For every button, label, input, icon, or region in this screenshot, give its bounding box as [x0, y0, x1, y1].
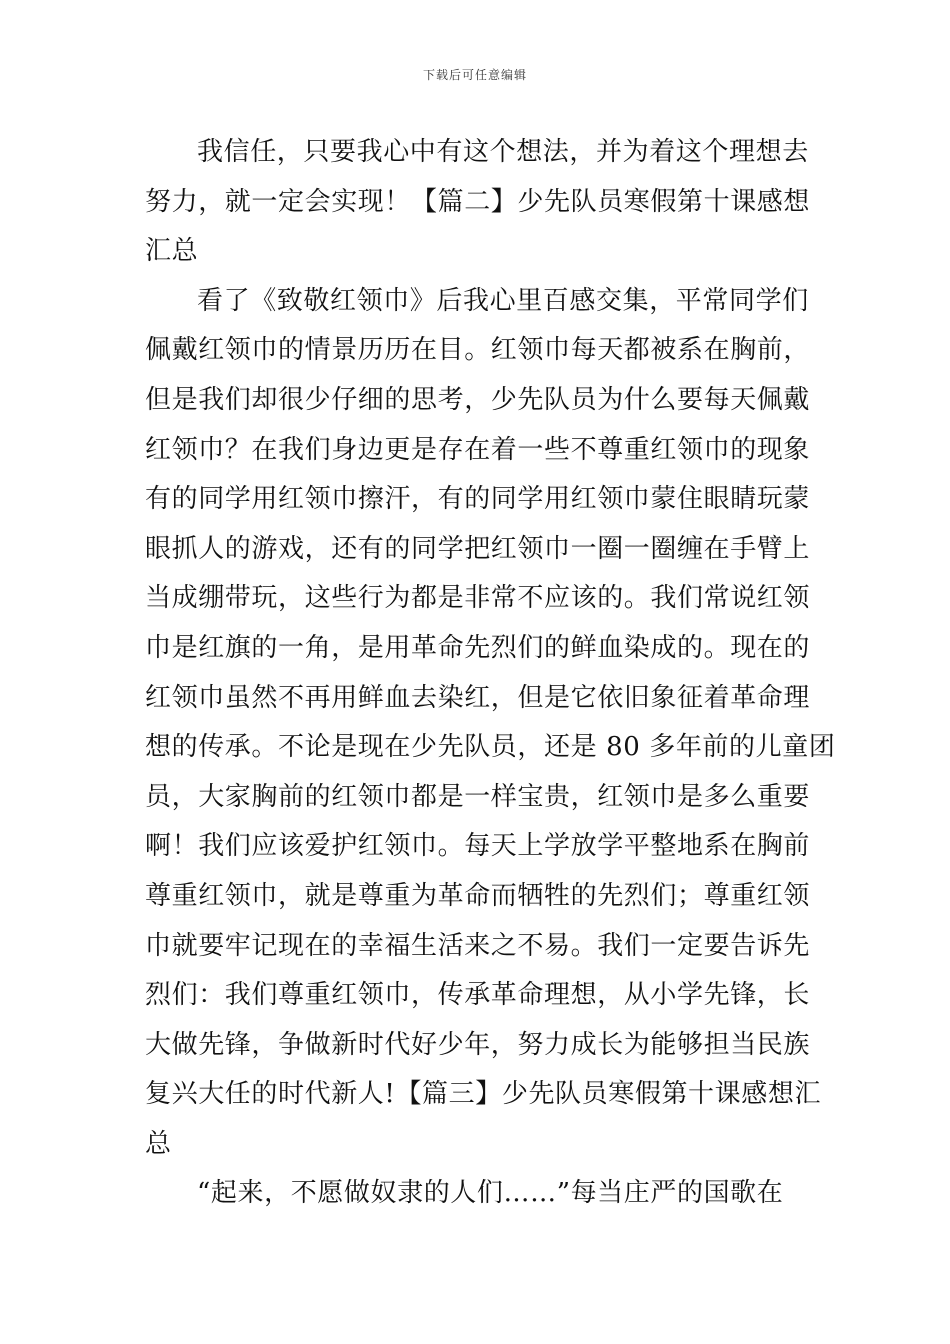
text-line: 烈们：我们尊重红领巾，传承革命理想，从小学先锋，长	[145, 980, 811, 1011]
text-line: 想的传承。不论是现在少先队员，还是 80 多年前的儿童团	[145, 732, 836, 763]
text-line: 大做先锋，争做新时代好少年，努力成长为能够担当民族	[145, 1029, 811, 1060]
text-line: 有的同学用红领巾擦汗，有的同学用红领巾蒙住眼睛玩蒙	[145, 484, 811, 515]
body-text	[145, 128, 836, 1219]
text-line: 汇总	[145, 236, 199, 267]
text-line: 员，大家胸前的红领巾都是一样宝贵，红领巾是多么重要	[145, 781, 811, 812]
text-line: 当成绷带玩，这些行为都是非常不应该的。我们常说红领	[145, 583, 811, 614]
text-line: 总	[145, 1128, 172, 1159]
text-line: 巾是红旗的一角，是用革命先烈们的鲜血染成的。现在的	[145, 632, 811, 663]
text-line: 努力，就一定会实现！【篇二】少先队员寒假第十课感想	[145, 186, 811, 217]
text-line: 佩戴红领巾的情景历历在目。红领巾每天都被系在胸前，	[145, 335, 811, 366]
text-line: 但是我们却很少仔细的思考，少先队员为什么要每天佩戴	[145, 384, 811, 415]
text-line: 巾就要牢记现在的幸福生活来之不易。我们一定要告诉先	[145, 930, 811, 961]
text-line: 我信任，只要我心中有这个想法，并为着这个理想去	[197, 137, 809, 167]
header-note: 下载后可任意编辑	[422, 68, 527, 82]
text-line: 复兴大任的时代新人!【篇三】少先队员寒假第十课感想汇	[145, 1079, 822, 1110]
text-line: 啊！我们应该爱护红领巾。每天上学放学平整地系在胸前	[145, 831, 811, 862]
text-line: 尊重红领巾，就是尊重为革命而牺牲的先烈们；尊重红领	[145, 880, 811, 911]
text-line: “起来，不愿做奴隶的人们……”每当庄严的国歌在	[197, 1178, 784, 1209]
text-line: 红领巾？在我们身边更是存在着一些不尊重红领巾的现象	[145, 434, 811, 465]
text-line: 看了《致敬红领巾》后我心里百感交集，平常同学们	[197, 285, 809, 316]
text-line: 眼抓人的游戏，还有的同学把红领巾一圈一圈缠在手臂上	[145, 533, 811, 564]
text-line: 红领巾虽然不再用鲜血去染红，但是它依旧象征着革命理	[145, 682, 811, 713]
